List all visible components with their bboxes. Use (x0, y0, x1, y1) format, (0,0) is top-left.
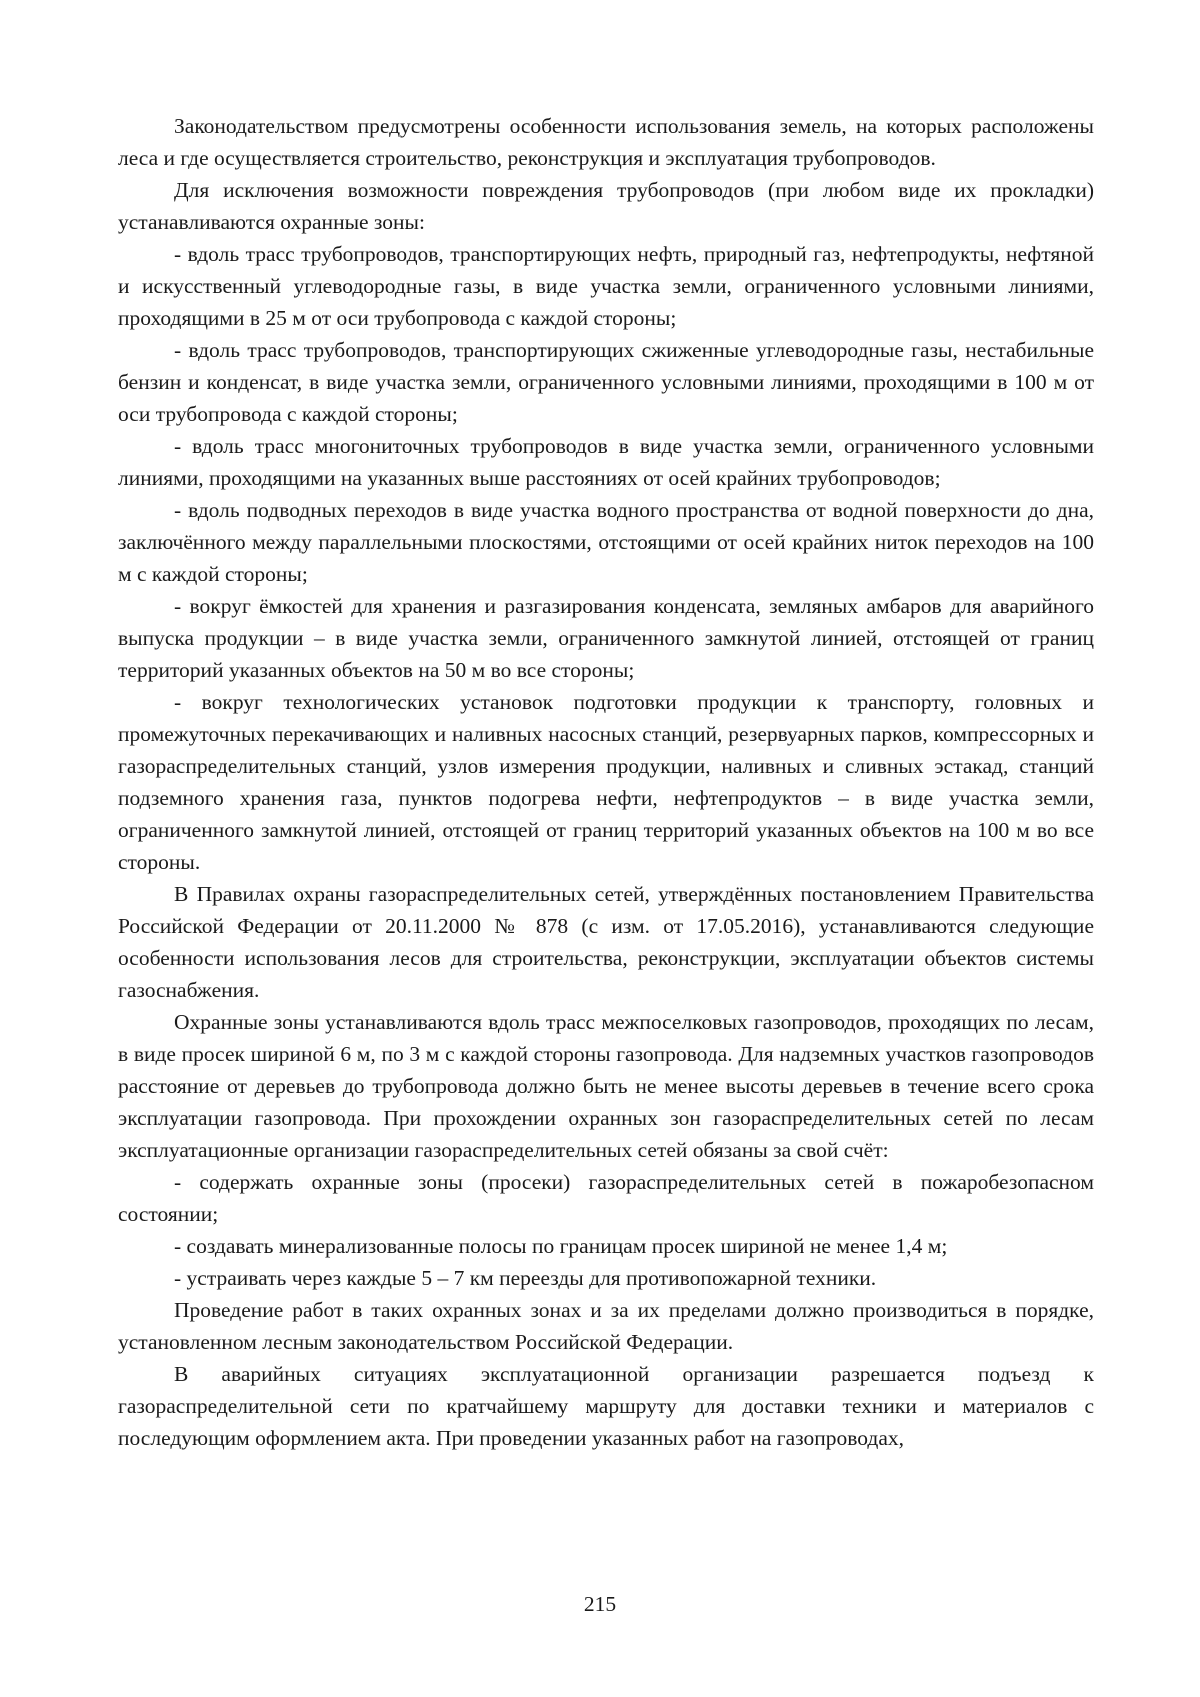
list-item: - устраивать через каждые 5 – 7 км переезды для противопожарной техники. (174, 1266, 877, 1290)
list-item: - вдоль трасс трубопроводов, транспортирующих нефть, природный газ, нефтепродукты, нефтяной и искусственный углеводородные газы, в виде участка земли, ограниченного условными линиями, проходящими в 25 м от оси трубопровода с каждой стороны; (118, 242, 1094, 330)
list-item: - вдоль трасс многониточных трубопроводов в виде участка земли, ограниченного условными линиями, проходящими на указанных выше расстояниях от осей крайних трубопроводов; (118, 434, 1094, 490)
paragraph: Для исключения возможности повреждения трубопроводов (при любом виде их прокладки) устанавливаются охранные зоны: (118, 178, 1094, 234)
list-item: - вокруг технологических установок подготовки продукции к транспорту, головных и промежуточных перекачивающих и наливных насосных станций, резервуарных парков, компрессорных и газораспределительных станций, узлов измерения продукции, наливных и сливных эстакад, станций подземного хранения газа, пунктов подогрева нефти, нефтепродуктов – в виде участка земли, ограниченного замкнутой линией, отстоящей от границ территорий указанных объектов на 100 м во все стороны. (118, 690, 1094, 874)
list-item: - содержать охранные зоны (просеки) газораспределительных сетей в пожаробезопасном состоянии; (118, 1170, 1094, 1226)
list-item: - вдоль подводных переходов в виде участка водного пространства от водной поверхности до дна, заключённого между параллельными плоскостями, отстоящими от осей крайних ниток переходов на 100 м с каждой стороны; (118, 498, 1094, 586)
paragraph: В Правилах охраны газораспределительных сетей, утверждённых постановлением Правительства Российской Федерации от 20.11.2000 № 878 (с изм. от 17.05.2016), устанавливаются следующие особенности использования лесов для строительства, реконструкции, эксплуатации объектов системы газоснабжения. (118, 882, 1094, 1002)
paragraph: Проведение работ в таких охранных зонах и за их пределами должно производиться в порядке, установленном лесным законодательством Российской Федерации. (118, 1298, 1094, 1354)
paragraph: В аварийных ситуациях эксплуатационной организации разрешается подъезд к газораспределительной сети по кратчайшему маршруту для доставки техники и материалов с последующим оформлением акта. При проведении указанных работ на газопроводах, (118, 1362, 1094, 1450)
paragraph: Законодательством предусмотрены особенности использования земель, на которых расположены леса и где осуществляется строительство, реконструкция и эксплуатация трубопроводов. (118, 114, 1094, 170)
document-body (118, 110, 1094, 1454)
list-item: - создавать минерализованные полосы по границам просек шириной не менее 1,4 м; (174, 1234, 948, 1258)
list-item: - вдоль трасс трубопроводов, транспортирующих сжиженные углеводородные газы, нестабильные бензин и конденсат, в виде участка земли, ограниченного условными линиями, проходящими в 100 м от оси трубопровода с каждой стороны; (118, 338, 1094, 426)
page-number: 215 (583, 1592, 617, 1616)
list-item: - вокруг ёмкостей для хранения и разгазирования конденсата, земляных амбаров для аварийного выпуска продукции – в виде участка земли, ограниченного замкнутой линией, отстоящей от границ территорий указанных объектов на 50 м во все стороны; (118, 594, 1094, 682)
paragraph: Охранные зоны устанавливаются вдоль трасс межпоселковых газопроводов, проходящих по лесам, в виде просек шириной 6 м, по 3 м с каждой стороны газопровода. Для надземных участков газопроводов расстояние от деревьев до трубопровода должно быть не менее высоты деревьев в течение всего срока эксплуатации газопровода. При прохождении охранных зон газораспределительных сетей по лесам эксплуатационные организации газораспределительных сетей обязаны за свой счёт: (118, 1010, 1094, 1162)
